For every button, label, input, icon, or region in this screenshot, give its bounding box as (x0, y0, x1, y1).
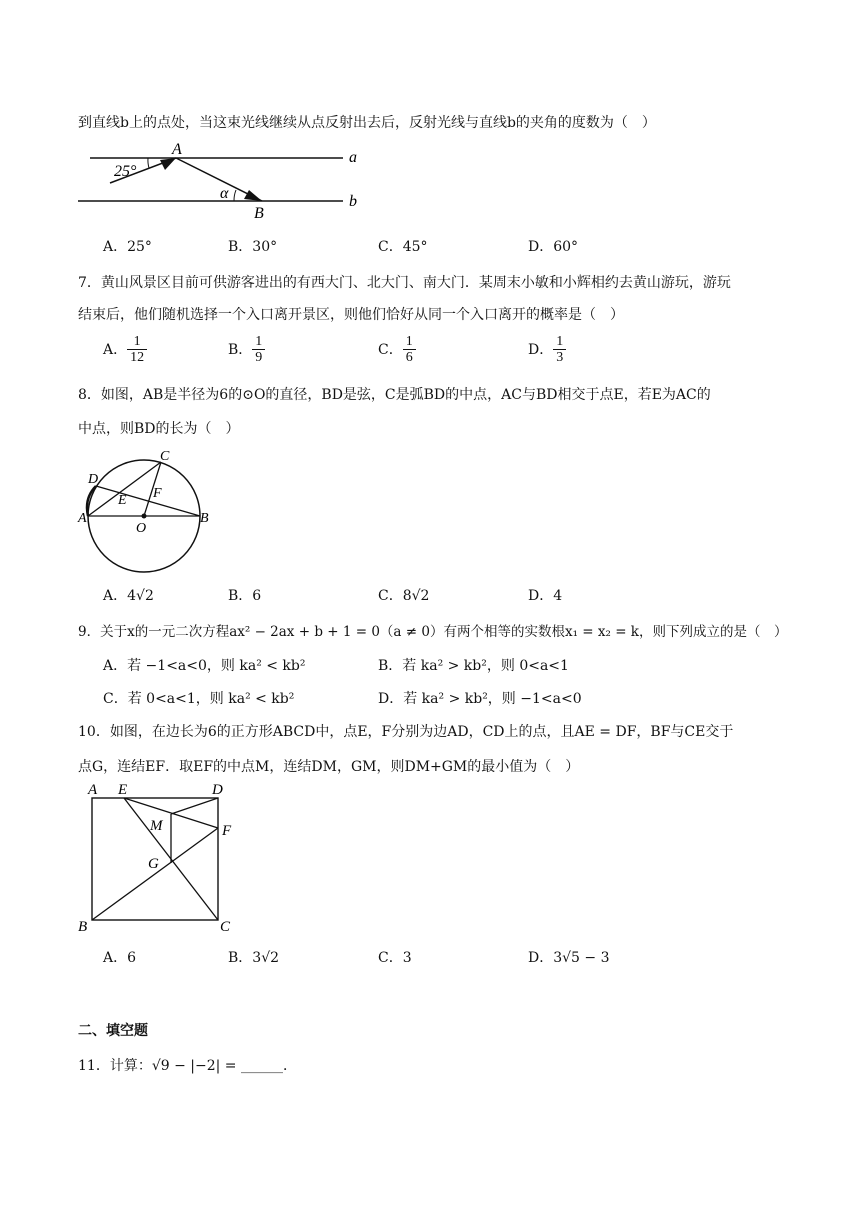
q8-text-line2: 中点，则BD的长为（ ） (78, 421, 240, 437)
q6-point-a: A (172, 141, 182, 158)
q6-option-c: C．45° (378, 239, 428, 255)
q7-text-line1: 7．黄山风景区目前可供游客进出的有西大门、北大门、南大门．某周末小敏和小辉相约去黄山游玩，游玩 (78, 275, 731, 291)
q10-point-a: A (88, 782, 98, 798)
q10-option-a: A．6 (103, 950, 137, 966)
q8-option-d: D．4 (528, 588, 563, 604)
q11-text: 11．计算：√9 − |−2| = ______． (78, 1058, 297, 1074)
q9-option-d: D．若 ka² > kb²，则 −1<a<0 (378, 691, 582, 707)
q6-option-a: A．25° (103, 239, 152, 255)
q10-point-e: E (118, 782, 128, 798)
q7-option-a: A． $\frac{1}{12}$ (103, 334, 147, 366)
q9-text: 9．关于x的一元二次方程ax² − 2ax + b + 1 = 0（a ≠ 0）有两个相等的实数根x₁ = x₂ = k，则下列成立的是（ ） (78, 624, 788, 640)
q7-option-b: B． $\frac{1}{9}$ (228, 334, 265, 366)
q8-point-b: B (200, 511, 209, 526)
q9-option-b: B．若 ka² > kb²，则 0<a<1 (378, 658, 569, 674)
q6-option-d: D．60° (528, 239, 579, 255)
q8-point-e: E (118, 493, 127, 508)
q8-point-d: D (88, 472, 99, 487)
q10-point-g: G (148, 856, 159, 872)
q10-point-d: D (212, 782, 223, 798)
q7-text-line2: 结束后，他们随机选择一个入口离开景区，则他们恰好从同一个入口离开的概率是（ ） (78, 307, 624, 323)
q6-figure (78, 140, 368, 220)
q10-option-c: C．3 (378, 950, 412, 966)
section-heading-fill-in: 二、填空题 (78, 1023, 148, 1039)
q8-point-o: O (136, 521, 147, 536)
q9-option-c: C．若 0<a<1，则 ka² < kb² (103, 691, 295, 707)
q8-option-a: A．4√2 (103, 588, 154, 604)
q8-point-a: A (78, 511, 87, 526)
q6-option-b: B．30° (228, 239, 278, 255)
q8-text-line1: 8．如图，AB是半径为6的⊙O的直径，BD是弦，C是弧BD的中点，AC与BD相交于点E，若E为AC的 (78, 387, 711, 403)
q6-text: 到直线b上的点处，当这束光线继续从点反射出去后，反射光线与直线b的夹角的度数为（ ） (78, 115, 656, 131)
q7-option-d: D． $\frac{1}{3}$ (528, 334, 566, 366)
q10-point-m: M (150, 818, 163, 834)
q7-option-c: C． $\frac{1}{6}$ (378, 334, 416, 366)
q10-point-b: B (78, 919, 88, 935)
q8-point-f: F (153, 486, 162, 501)
q10-point-f: F (222, 823, 232, 839)
q9-option-a: A．若 −1<a<0，则 ka² < kb² (103, 658, 306, 674)
q6-angle-label: 25° (114, 163, 137, 180)
q8-option-c: C．8√2 (378, 588, 430, 604)
q10-option-b: B．3√2 (228, 950, 280, 966)
q10-text-line2: 点G，连结EF．取EF的中点M，连结DM，GM，则DM+GM的最小值为（ ） (78, 759, 580, 775)
q10-point-c: C (220, 919, 231, 935)
q8-point-c: C (160, 449, 170, 464)
q10-option-d: D．3√5 − 3 (528, 950, 610, 966)
q10-text-line1: 10．如图，在边长为6的正方形ABCD中，点E，F分别为边AD，CD上的点，且AE = DF，BF与CE交于 (78, 724, 734, 740)
q8-option-b: B．6 (228, 588, 262, 604)
q6-point-b: B (254, 205, 264, 222)
q6-alpha-label: α (220, 185, 229, 202)
q6-line-a: a (349, 149, 357, 166)
q8-figure (78, 448, 218, 576)
q10-figure (78, 780, 243, 935)
q6-line-b: b (349, 193, 357, 210)
